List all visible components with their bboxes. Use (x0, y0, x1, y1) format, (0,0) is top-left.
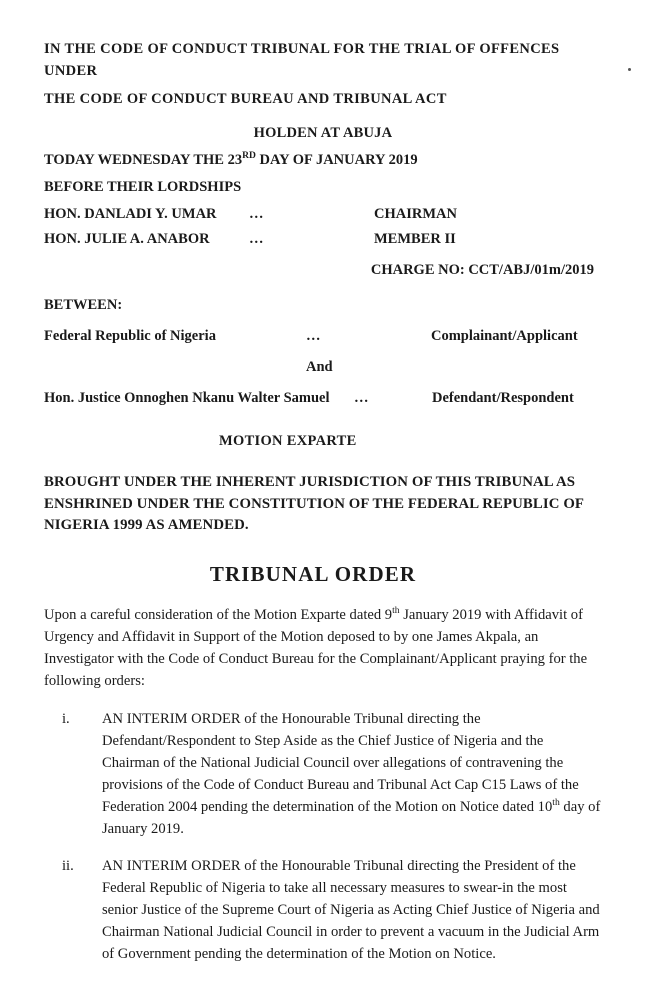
judge-row (44, 231, 602, 248)
judge-dots: … (249, 206, 264, 223)
court-header-line-1: IN THE CODE OF CONDUCT TRIBUNAL FOR THE TRIAL OF OFFENCES UNDER (44, 41, 560, 80)
and-label: And (306, 359, 333, 376)
sitting-date-prefix: TODAY WEDNESDAY THE 23 (44, 152, 243, 169)
before-their-lordships: BEFORE THEIR LORDSHIPS (44, 179, 242, 196)
preamble-paragraph (44, 605, 602, 693)
order-text-part-1: AN INTERIM ORDER of the Honourable Tribunal directing the President of the Federal Republic of Nigeria to take all necessary measures to swear-in the most senior Justice of the Supreme Court of Nigeria as Acting Chief Justice of Nigeria and Chairman National Judicial Council in order to prevent a vacuum in the Judicial Arm of Government pending the determination of the Motion on Notice. (102, 858, 600, 962)
court-header-line-2: THE CODE OF CONDUCT BUREAU AND TRIBUNAL ACT (44, 91, 447, 108)
order-number: ii. (62, 858, 74, 875)
judge-row (44, 206, 602, 223)
charge-number: CHARGE NO: CCT/ABJ/01m/2019 (370, 262, 594, 279)
order-text (102, 709, 602, 840)
party-row-complainant (44, 328, 602, 345)
party-name: Federal Republic of Nigeria (44, 328, 216, 345)
holden-at: HOLDEN AT ABUJA (253, 125, 393, 142)
judge-title: MEMBER II (374, 231, 456, 248)
order-item (44, 709, 602, 840)
party-role: Complainant/Applicant (431, 328, 578, 345)
judge-title: CHAIRMAN (374, 206, 457, 223)
sitting-date-suffix: DAY OF JANUARY 2019 (255, 152, 418, 169)
order-text-part-1: AN INTERIM ORDER of the Honourable Tribunal directing the Defendant/Respondent to Step Aside as the Chief Justice of Nigeria and the Chairman of the National Judicial Council over allegations of contravening the provisions of the Code of Conduct Bureau and Tribunal Act Cap C15 Laws of the Federation 2004 pending the determination of the Motion on Notice dated 10 (102, 711, 579, 815)
party-row-defendant (44, 390, 602, 407)
judge-name: HON. DANLADI Y. UMAR (44, 206, 217, 223)
sitting-date-ordinal: RD (242, 150, 256, 162)
page-edge-mark (628, 68, 631, 71)
motion-title: MOTION EXPARTE (219, 433, 357, 450)
judge-name: HON. JULIE A. ANABOR (44, 231, 210, 248)
party-role: Defendant/Respondent (432, 390, 574, 407)
document-body (44, 38, 602, 982)
preamble-ordinal: th (392, 605, 400, 617)
sitting-date (44, 152, 602, 169)
order-item (44, 856, 602, 965)
party-dots: … (306, 328, 321, 345)
party-dots: … (354, 390, 369, 407)
order-text (102, 856, 602, 965)
brought-under-statement: BROUGHT UNDER THE INHERENT JURISDICTION OF THIS TRIBUNAL AS ENSHRINED UNDER THE CONSTITUTION OF THE FEDERAL REPUBLIC OF NIGERIA 1999 AS AMENDED. (44, 474, 584, 534)
judge-dots: … (249, 231, 264, 248)
order-text-part-2: day of January 2019. (102, 798, 601, 837)
party-name: Hon. Justice Onnoghen Nkanu Walter Samuel (44, 390, 330, 407)
order-number: i. (62, 711, 70, 728)
between-label: BETWEEN: (44, 297, 123, 314)
tribunal-order-heading: TRIBUNAL ORDER (209, 562, 417, 587)
orders-list (44, 709, 602, 966)
preamble-part-2: January 2019 with Affidavit of Urgency and Affidavit in Support of the Motion deposed to by one James Akpala, an Investigator with the Code of Conduct Bureau for the Complainant/Applicant praying for the following orders: (44, 607, 588, 690)
preamble-part-1: Upon a careful consideration of the Motion Exparte dated 9 (44, 607, 393, 624)
order-text-ordinal: th (552, 796, 560, 808)
